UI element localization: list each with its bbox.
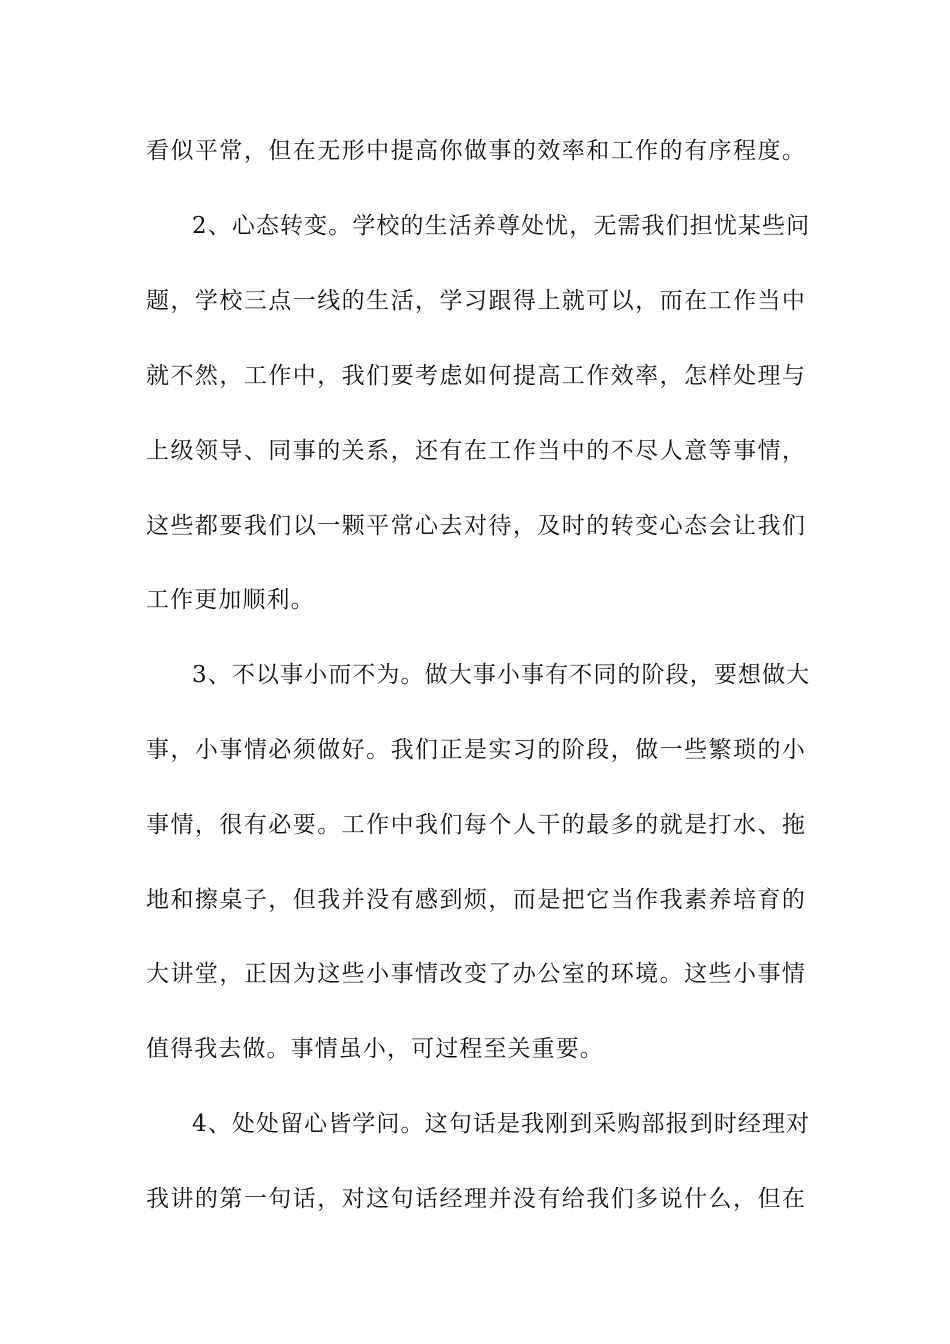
text-line: 上级领导、同事的关系，还有在工作当中的不尽人意等事情， — [146, 438, 806, 464]
text-line: 看似平常，但在无形中提高你做事的效率和工作的有序程度。 — [146, 138, 806, 164]
paragraph-start-line: 2、心态转变。学校的生活养尊处忧，无需我们担忧某些问 — [192, 213, 811, 239]
text-line: 就不然，工作中，我们要考虑如何提高工作效率，怎样处理与 — [146, 363, 806, 389]
text-line: 这些都要我们以一颗平常心去对待，及时的转变心态会让我们 — [146, 513, 806, 539]
paragraph-start-line: 3、不以事小而不为。做大事小事有不同的阶段，要想做大 — [192, 662, 811, 688]
text-line: 值得我去做。事情虽小，可过程至关重要。 — [146, 1036, 604, 1062]
text-line: 题，学校三点一线的生活，学习跟得上就可以，而在工作当中 — [146, 288, 806, 314]
text-line: 地和擦桌子，但我并没有感到烦，而是把它当作我素养培育的 — [146, 887, 806, 913]
text-line: 我讲的第一句话，对这句话经理并没有给我们多说什么，但在 — [146, 1186, 806, 1212]
text-line: 大讲堂，正因为这些小事情改变了办公室的环境。这些小事情 — [146, 961, 806, 987]
paragraph-start-line: 4、处处留心皆学问。这句话是我刚到采购部报到时经理对 — [192, 1111, 811, 1137]
text-line: 事情，很有必要。工作中我们每个人干的最多的就是打水、拖 — [146, 812, 806, 838]
text-line: 工作更加顺利。 — [146, 587, 315, 613]
text-line: 事，小事情必须做好。我们正是实习的阶段，做一些繁琐的小 — [146, 737, 806, 763]
